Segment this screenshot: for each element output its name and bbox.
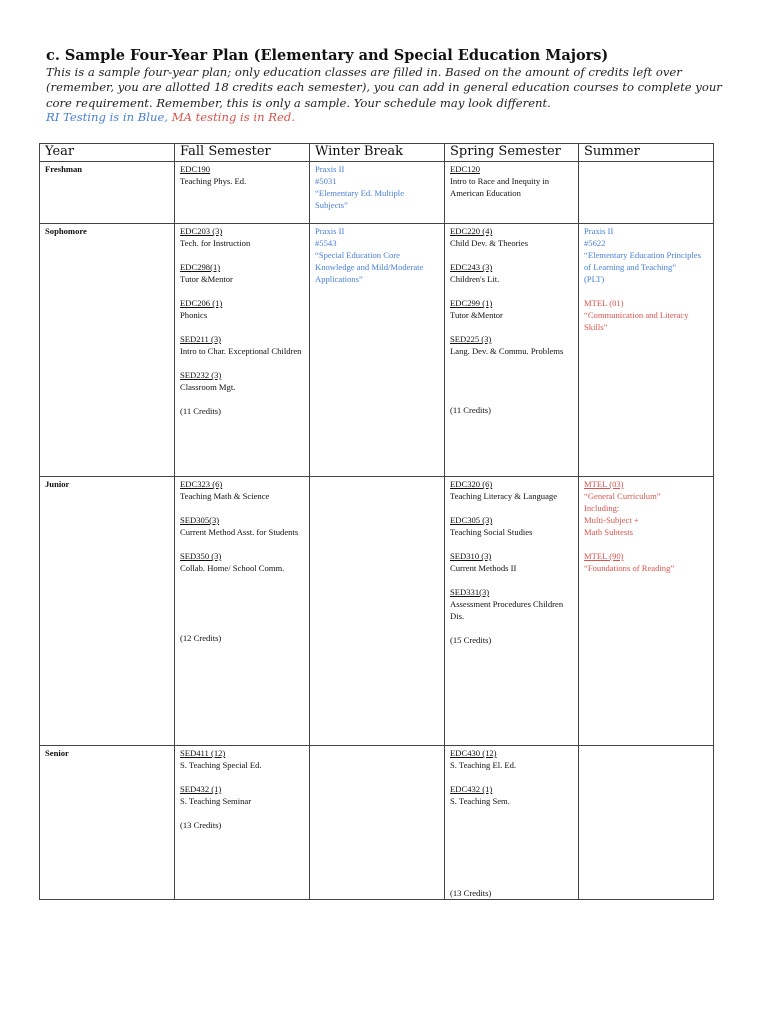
credit-total: (12 Credits) (180, 633, 222, 643)
course-code: EDC320 (6) (450, 479, 493, 489)
course-code: SED211 (3) (180, 334, 221, 344)
course-code: EDC299 (1) (450, 298, 493, 308)
test-entry (584, 550, 708, 574)
year-cell: Freshman (40, 162, 175, 224)
course-code: SED411 (12) (180, 748, 226, 758)
test-line: Including: (584, 503, 620, 513)
test-line: “Special Education Core Knowledge and Mild/Moderate Applications” (315, 250, 424, 284)
intro-paragraph (46, 65, 736, 111)
test-entry (584, 297, 708, 333)
test-line: “Foundations of Reading” (584, 563, 675, 573)
header-year: Year (40, 144, 175, 162)
test-entry (315, 225, 439, 285)
course-name: Children's Lit. (450, 274, 500, 284)
test-line: “Communication and Literacy Skills” (584, 310, 689, 332)
legend-ma-red: MA testing is in Red (171, 110, 292, 124)
test-entry (584, 225, 708, 285)
winter-break-cell (310, 162, 445, 224)
table-header-row (40, 144, 714, 162)
course-entry (180, 297, 304, 321)
course-code: SED305(3) (180, 515, 220, 525)
test-line: #5031 (315, 176, 337, 186)
course-name: Tutor &Mentor (450, 310, 503, 320)
test-line: Praxis II (315, 226, 345, 236)
fall-semester-cell (175, 746, 310, 900)
legend-ri-blue: RI Testing is in Blue, (46, 110, 169, 124)
course-code: EDC323 (6) (180, 479, 223, 489)
legend-end: . (291, 110, 295, 124)
testing-legend (46, 110, 295, 124)
course-entry (180, 550, 304, 574)
course-name: S. Teaching El. Ed. (450, 760, 517, 770)
fall-semester-cell (175, 162, 310, 224)
summer-cell (579, 162, 714, 224)
course-entry (450, 163, 573, 199)
test-entry (315, 163, 439, 211)
header-spring: Spring Semester (445, 144, 579, 162)
course-entry (450, 333, 573, 357)
year-cell: Senior (40, 746, 175, 900)
course-code: SED310 (3) (450, 551, 492, 561)
course-name: S. Teaching Special Ed. (180, 760, 262, 770)
test-line: (PLT) (584, 274, 605, 284)
course-entry (180, 514, 304, 538)
course-entry (450, 747, 573, 771)
page-title: c. Sample Four-Year Plan (Elementary and Special Education Majors) (46, 47, 609, 64)
course-entry (450, 225, 573, 249)
fall-semester-cell (175, 477, 310, 746)
test-entry (584, 478, 708, 538)
course-name: S. Teaching Seminar (180, 796, 252, 806)
course-name: Teaching Literacy & Language (450, 491, 558, 501)
course-code: SED225 (3) (450, 334, 492, 344)
fall-semester-cell (175, 224, 310, 477)
course-code: EDC432 (1) (450, 784, 493, 794)
test-line: MTEL (90) (584, 551, 624, 561)
course-name: Tutor &Mentor (180, 274, 233, 284)
course-code: EDC190 (180, 164, 211, 174)
course-entry (180, 369, 304, 393)
course-code: EDC430 (12) (450, 748, 497, 758)
header-summer: Summer (579, 144, 714, 162)
course-name: Tech. for Instruction (180, 238, 251, 248)
spring-semester-cell (445, 162, 579, 224)
credit-total: (11 Credits) (450, 405, 491, 415)
course-code: EDC243 (3) (450, 262, 493, 272)
test-line: Multi-Subject + (584, 515, 639, 525)
test-line: MTEL (01) (584, 298, 624, 308)
four-year-plan-table (39, 143, 714, 900)
course-entry (450, 783, 573, 807)
course-entry (180, 783, 304, 807)
test-line: #5543 (315, 238, 337, 248)
summer-cell (579, 746, 714, 900)
course-entry (180, 478, 304, 502)
course-code: EDC120 (450, 164, 481, 174)
course-name: Intro to Char. Exceptional Children (180, 346, 302, 356)
test-line: MTEL (03) (584, 479, 624, 489)
credit-total: (13 Credits) (450, 888, 492, 898)
course-entry (450, 297, 573, 321)
test-line: “Elementary Ed. Multiple Subjects” (315, 188, 405, 210)
spring-semester-cell (445, 746, 579, 900)
table-row (40, 477, 714, 746)
course-entry (450, 586, 573, 622)
course-code: SED432 (1) (180, 784, 222, 794)
course-name: Current Method Asst. for Students (180, 527, 299, 537)
course-name: Lang. Dev. & Commu. Problems (450, 346, 564, 356)
table-row (40, 162, 714, 224)
table-row (40, 224, 714, 477)
course-code: SED350 (3) (180, 551, 222, 561)
summer-cell (579, 224, 714, 477)
course-name: Teaching Phys. Ed. (180, 176, 247, 186)
course-entry (450, 261, 573, 285)
course-name: Current Methods II (450, 563, 517, 573)
course-code: EDC298(1) (180, 262, 221, 272)
course-entry (180, 333, 304, 357)
course-code: EDC206 (1) (180, 298, 223, 308)
test-line: Praxis II (315, 164, 345, 174)
year-cell: Sophomore (40, 224, 175, 477)
course-entry (180, 163, 304, 187)
course-entry (180, 747, 304, 771)
course-code: SED331(3) (450, 587, 490, 597)
spring-semester-cell (445, 477, 579, 746)
course-name: Child Dev. & Theories (450, 238, 529, 248)
course-entry (180, 225, 304, 249)
year-cell: Junior (40, 477, 175, 746)
test-line: #5622 (584, 238, 606, 248)
intro-text: This is a sample four-year plan; only education classes are filled in. Based on the amount of credits left over (remember, you are allotted 18 credits each semester), you can add in general education courses to complete your core requirement. Remember, this is only a sample. Your schedule may look different. (46, 65, 722, 110)
header-winter: Winter Break (310, 144, 445, 162)
course-name: Classroom Mgt. (180, 382, 236, 392)
course-name: Intro to Race and Inequity in American Education (450, 176, 550, 198)
course-name: Assessment Procedures Children Dis. (450, 599, 564, 621)
winter-break-cell (310, 477, 445, 746)
test-line: “General Curriculum” (584, 491, 661, 501)
test-line: “Elementary Education Principles of Learning and Teaching” (584, 250, 701, 272)
course-name: Teaching Social Studies (450, 527, 533, 537)
course-entry (180, 261, 304, 285)
summer-cell (579, 477, 714, 746)
credit-total: (15 Credits) (450, 635, 492, 645)
course-name: Collab. Home/ School Comm. (180, 563, 285, 573)
course-entry (450, 514, 573, 538)
credit-total: (13 Credits) (180, 820, 222, 830)
course-name: Teaching Math & Science (180, 491, 270, 501)
course-entry (450, 550, 573, 574)
course-code: EDC203 (3) (180, 226, 223, 236)
test-line: Praxis II (584, 226, 614, 236)
course-name: Phonics (180, 310, 208, 320)
course-code: EDC305 (3) (450, 515, 493, 525)
test-line: Math Subtests (584, 527, 633, 537)
course-name: S. Teaching Sem. (450, 796, 510, 806)
credit-total: (11 Credits) (180, 406, 221, 416)
spring-semester-cell (445, 224, 579, 477)
table-row (40, 746, 714, 900)
course-entry (450, 478, 573, 502)
winter-break-cell (310, 224, 445, 477)
header-fall: Fall Semester (175, 144, 310, 162)
course-code: EDC220 (4) (450, 226, 493, 236)
winter-break-cell (310, 746, 445, 900)
course-code: SED232 (3) (180, 370, 222, 380)
